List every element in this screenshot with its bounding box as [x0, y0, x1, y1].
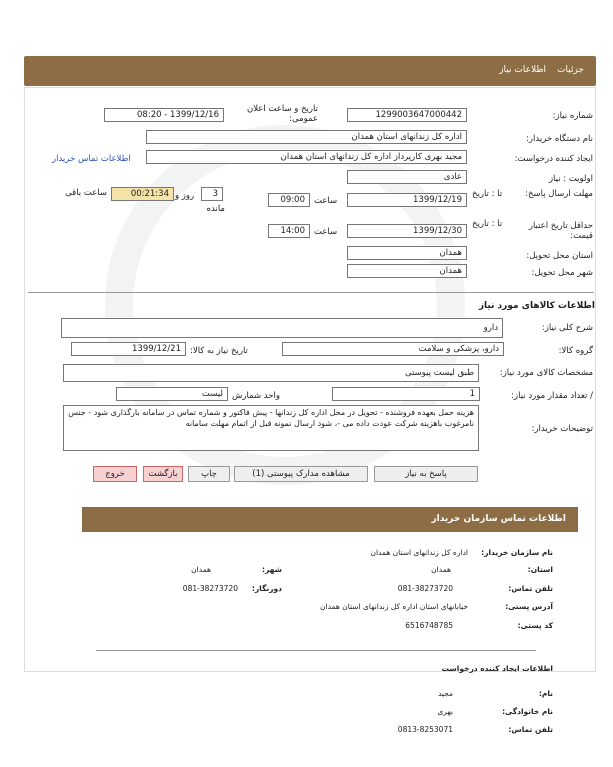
buyer-contact-bar: [82, 507, 578, 532]
general-desc-field: دارو: [61, 318, 503, 338]
print-button[interactable]: چاپ: [188, 466, 230, 482]
buyer-contact-title: اطلاعات تماس سازمان خریدار: [431, 514, 566, 524]
deadline-date-field: 1399/12/19: [347, 193, 467, 207]
city-label: شهر محل تحویل:: [531, 268, 593, 278]
back-button[interactable]: بازگشت: [143, 466, 183, 482]
bc-postal-label: کد پستی:: [517, 621, 553, 630]
ci-name-label: نام:: [538, 689, 553, 698]
bc-phone: 081-38273720: [397, 584, 453, 593]
bc-city: همدان: [191, 565, 211, 574]
general-desc-label: شرح کلی نیاز:: [541, 323, 593, 333]
buyer-contact-link[interactable]: اطلاعات تماس خریدار: [52, 154, 131, 164]
remaining-label-b: مانده: [206, 204, 225, 214]
remaining-label-a: ساعت باقی: [65, 188, 107, 198]
header-bar: [24, 56, 596, 86]
province-label: استان محل تحویل:: [526, 251, 593, 261]
tab-need-info[interactable]: اطلاعات نیاز: [499, 65, 546, 75]
days-left-field: 3: [201, 187, 223, 201]
unit-field: لیست: [116, 387, 228, 401]
validity-to-date-label: تا : تاریخ: [472, 219, 503, 229]
remaining-time-field: 00:21:34: [111, 187, 174, 201]
need-number-label: شماره نیاز:: [552, 111, 593, 121]
validity-time-field: 14:00: [268, 224, 310, 238]
bc-address-label: آدرس پستی:: [505, 602, 553, 611]
buyer-org-field: اداره کل زندانهای استان همدان: [146, 130, 467, 144]
goods-section-title: اطلاعات کالاهای مورد نیاز: [478, 301, 595, 311]
divider-2: [96, 650, 536, 651]
ci-phone: 0813-8253071: [397, 725, 453, 734]
bc-postal: 6516748785: [405, 621, 453, 630]
announce-label: تاریخ و ساعت اعلان عمومی:: [246, 104, 318, 124]
specs-field: طبق لیست پیوستی: [63, 364, 479, 382]
exit-button[interactable]: خروج: [93, 466, 137, 482]
city-field: همدان: [347, 264, 467, 278]
deadline-to-date-label: تا : تاریخ: [472, 189, 503, 199]
bc-city-label: شهر:: [262, 565, 282, 574]
tab-details[interactable]: جزئیات: [557, 65, 584, 75]
notes-field: هزینه حمل بعهده فروشنده - تحویل در محل اداره کل زندانها - پیش فاکتور و شماره تماس در سامانه بارگذاری شود - جنس نامرغوب باهزینه شرکت عودت داده می -، شود ارسال نمونه قبل از اتمام مهلت سامانه: [63, 405, 479, 451]
reply-button[interactable]: پاسخ به نیاز: [374, 466, 478, 482]
need-number-field: 1299003647000442: [347, 108, 467, 122]
ci-name: مجید: [437, 689, 453, 698]
buyer-org-label: نام دستگاه خریدار:: [526, 134, 593, 144]
bc-fax: 081-38273720: [182, 584, 238, 593]
priority-field: عادی: [347, 170, 467, 184]
ci-family: بهری: [437, 707, 453, 716]
bc-phone-label: تلفن تماس:: [508, 584, 553, 593]
priority-label: اولویت : نیاز: [548, 174, 593, 184]
qty-label: / تعداد مقدار مورد نیاز:: [511, 391, 593, 401]
bc-fax-label: دورنگار:: [251, 584, 282, 593]
unit-label: واحد شمارش: [232, 391, 280, 401]
need-date-label: تاریخ نیاز به کالا:: [190, 346, 248, 356]
bc-address: خیابانهای استان اداره کل زندانهای استان همدان: [320, 602, 468, 611]
bc-province-label: استان:: [527, 565, 553, 574]
creator-label: ایجاد کننده درخواست:: [514, 154, 593, 164]
qty-field: 1: [332, 387, 480, 401]
ci-family-label: نام خانوادگی:: [502, 707, 553, 716]
deadline-time-field: 09:00: [268, 193, 310, 207]
creator-field: مجید بهری کارپرداز اداره کل زندانهای استان همدان: [146, 150, 467, 164]
notes-label: توضیحات خریدار:: [531, 424, 593, 434]
days-label: روز و: [175, 191, 195, 201]
bc-org: اداره کل زندانهای استان همدان: [370, 548, 468, 557]
bc-province: همدان: [431, 565, 451, 574]
view-docs-button[interactable]: مشاهده مدارک پیوستی (1): [234, 466, 368, 482]
group-field: دارو، پزشکی و سلامت: [282, 342, 504, 356]
validity-date-field: 1399/12/30: [347, 224, 467, 238]
creator-info-title: اطلاعات ایجاد کننده درخواست: [441, 664, 553, 673]
need-date-field: 1399/12/21: [71, 342, 186, 356]
ci-phone-label: تلفن تماس:: [508, 725, 553, 734]
bc-org-label: نام سازمان خریدار:: [481, 548, 553, 557]
deadline-time-label: ساعت: [314, 196, 338, 206]
divider: [28, 292, 594, 293]
validity-time-label: ساعت: [314, 227, 338, 237]
specs-label: مشخصات کالای مورد نیاز:: [499, 368, 593, 378]
announce-field: 1399/12/16 - 08:20: [104, 108, 224, 122]
province-field: همدان: [347, 246, 467, 260]
group-label: گروه کالا:: [558, 346, 593, 356]
validity-label: حداقل تاریخ اعتبار قیمت:: [528, 221, 593, 241]
deadline-label: مهلت ارسال پاسخ:: [525, 189, 593, 199]
